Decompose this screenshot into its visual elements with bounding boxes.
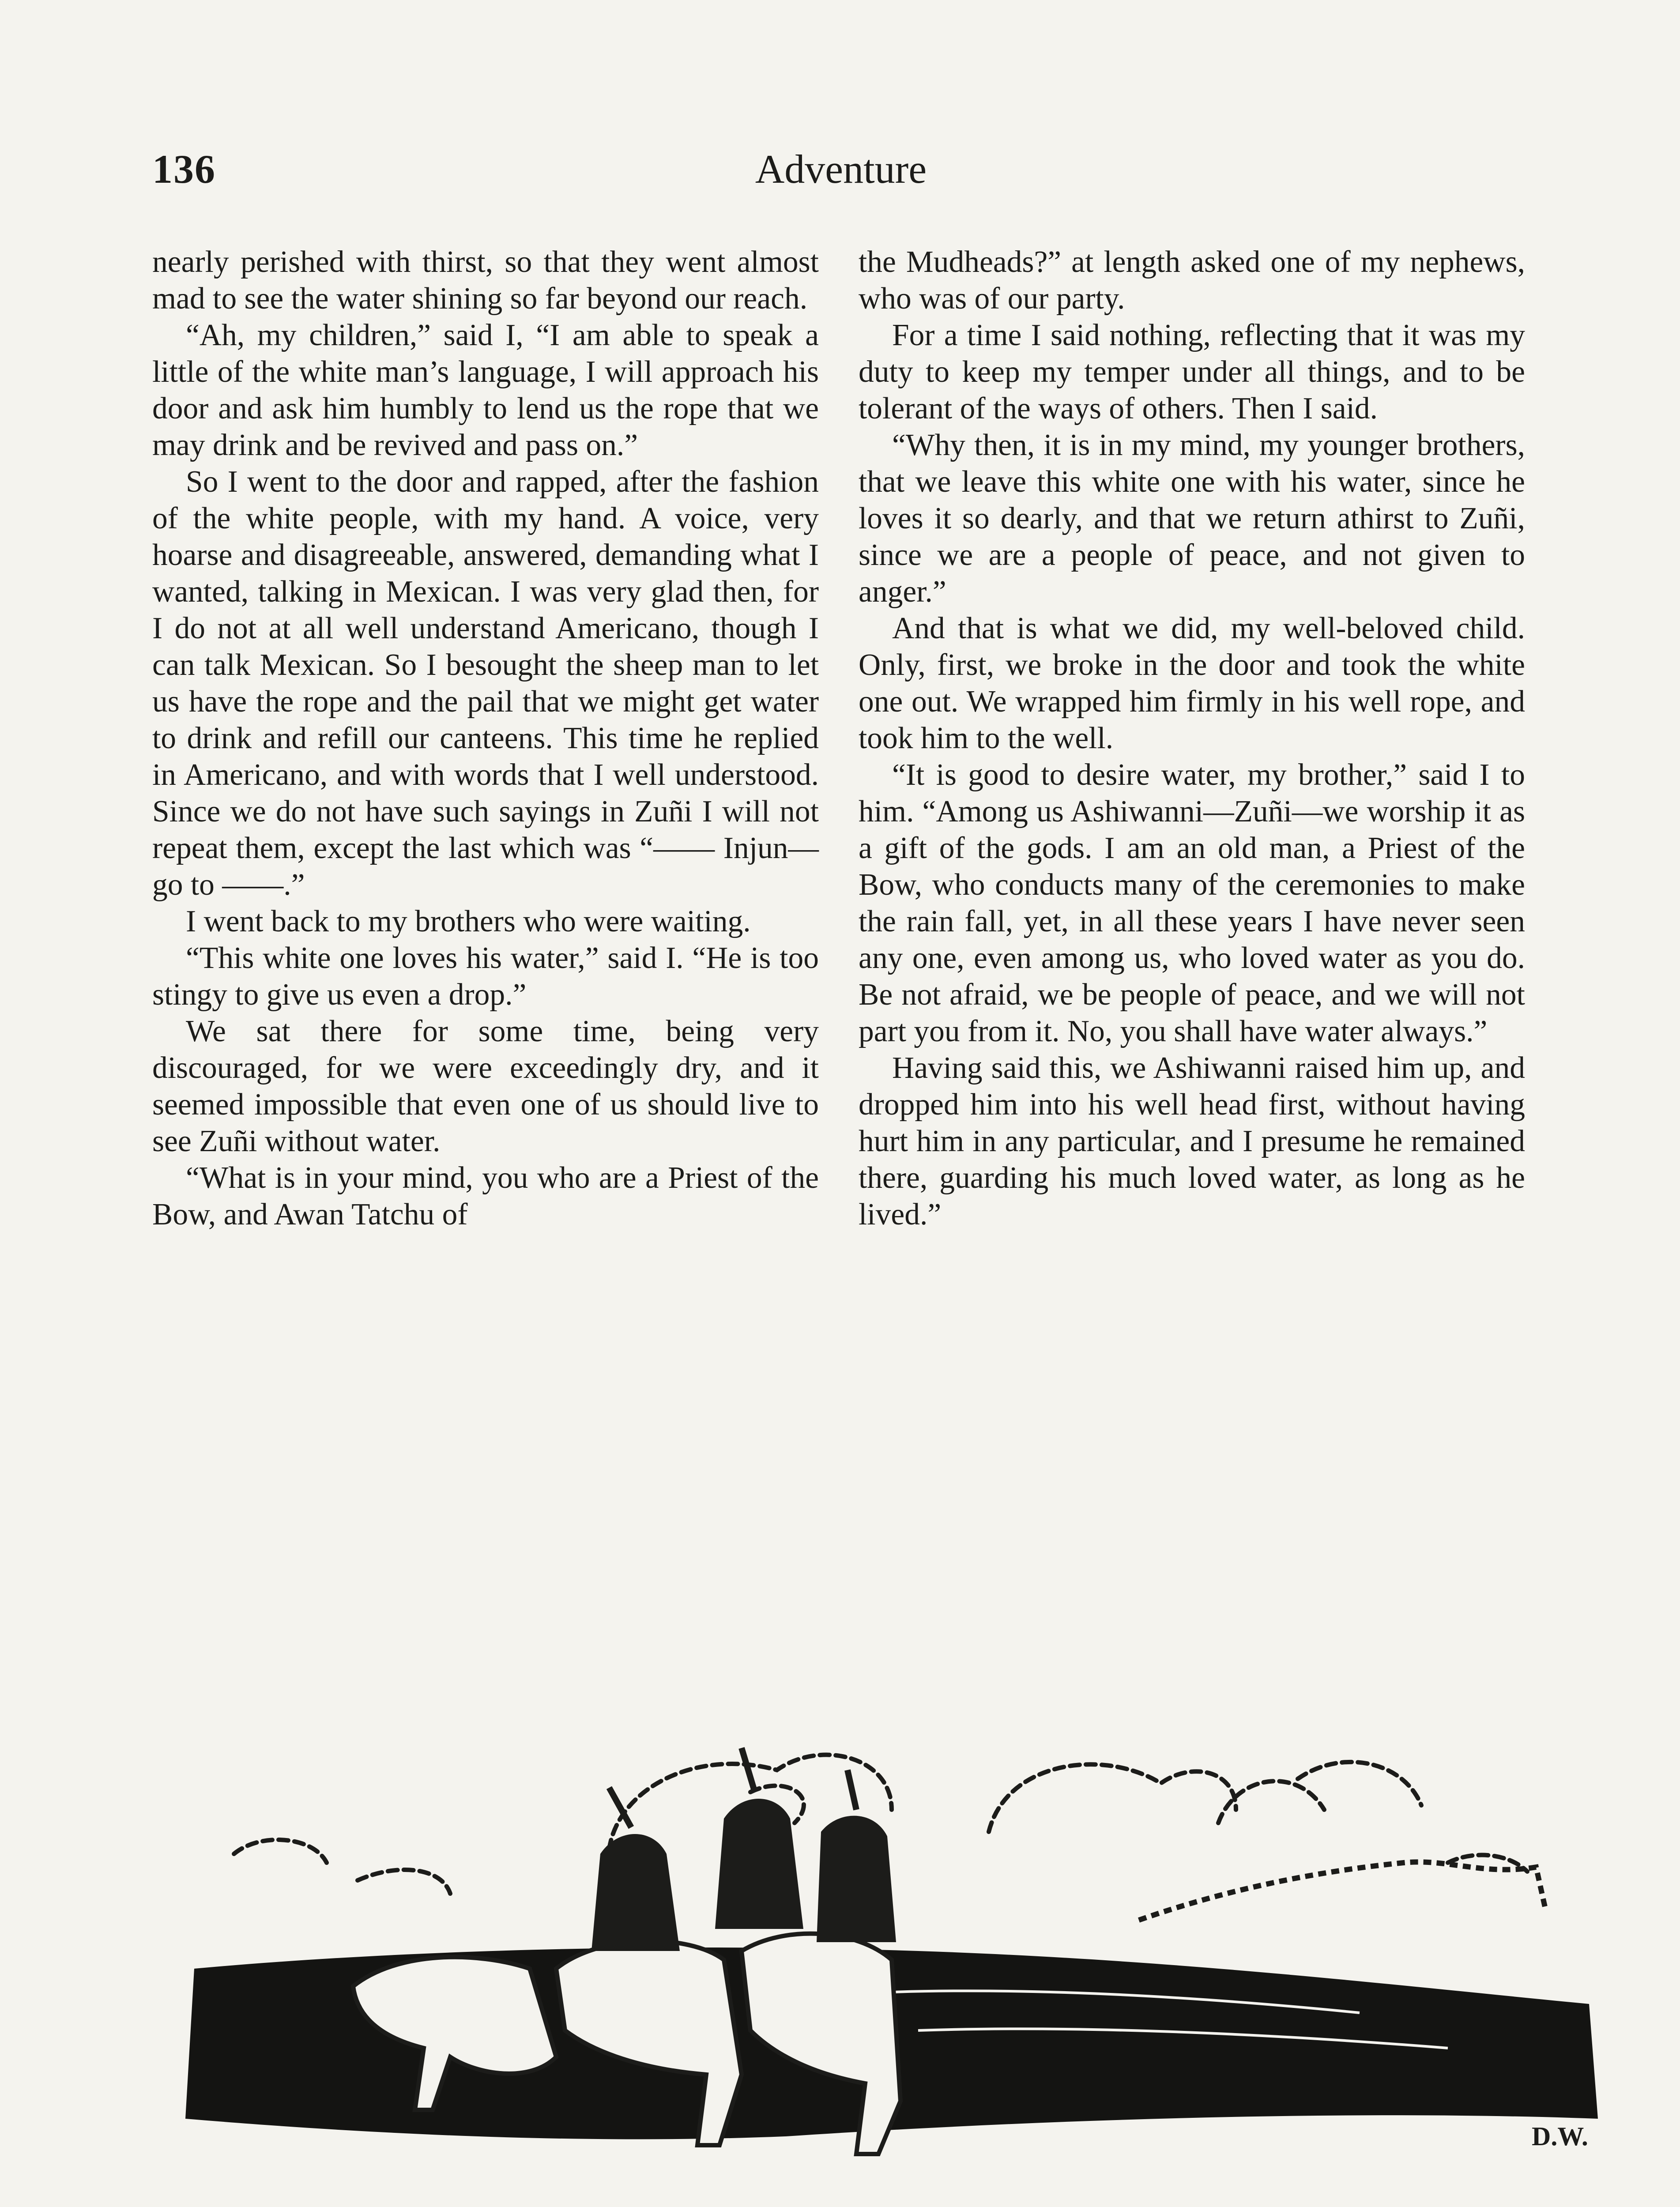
paragraph: We sat there for some time, being very discouraged, for we were exceedingly dry, and it seemed impossible that even one of us should live to see Zuñi without water. — [152, 1014, 819, 1158]
paragraph: “What is in your mind, you who are a Priest of the Bow, and Awan Tatchu of — [152, 1161, 819, 1232]
artist-signature: D.W. — [1532, 2122, 1588, 2151]
paragraph: And that is what we did, my well-beloved child. Only, first, we broke in the door and took the white one out. We wrapped him firmly in his well rope, and took him to the well. — [859, 611, 1525, 755]
riders-illustration — [168, 1721, 1607, 2207]
paragraph: “This white one loves his water,” said I. “He is too stingy to give us even a drop.” — [152, 941, 819, 1012]
page-number: 136 — [152, 147, 216, 192]
paragraph: “Ah, my children,” said I, “I am able to speak a little of the white man’s language, I will approach his door and ask him humbly to lend us the rope that we may drink and be revived and pass on.” — [152, 318, 819, 462]
mesa-outline — [1139, 1862, 1545, 1920]
page-header — [152, 146, 1529, 203]
right-column — [859, 244, 1525, 1233]
paragraph: So I went to the door and rapped, after the fashion of the white people, with my hand. A voice, very hoarse and disagreeable, answered, demanding what I wanted, talking in Mexican. I was very glad then, for I do not at all well understand Americano, though I can talk Mexican. So I besought the sheep man to let us have the rope and the pail that we might get water to drink and refill our canteens. This time he replied in Americano, and with words that I well understood. Since we do not have such sayings in Zuñi I will not repeat them, except the last which was “—— Injun—go to ——.” — [152, 465, 819, 902]
left-column — [152, 244, 819, 1233]
running-title: Adventure — [755, 147, 927, 192]
paragraph: “Why then, it is in my mind, my younger brothers, that we leave this white one with his water, since he loves it so dearly, and that we return athirst to Zuñi, since we are a people of peace, and not given to anger.” — [859, 428, 1525, 609]
paragraph: Having said this, we Ashiwanni raised him up, and dropped him into his well head first, without having hurt him in any particular, and I presume he remained there, guarding his much loved water, as long as he lived.” — [859, 1051, 1525, 1232]
paragraph: nearly perished with thirst, so that they went almost mad to see the water shining so far beyond our reach. — [152, 245, 819, 316]
paragraph: the Mudheads?” at length asked one of my nephews, who was of our party. — [859, 245, 1525, 316]
paragraph: For a time I said nothing, reflecting that it was my duty to keep my temper under all things, and to be tolerant of the ways of others. Then I said. — [859, 318, 1525, 426]
paragraph: I went back to my brothers who were waiting. — [186, 904, 751, 938]
paragraph: “It is good to desire water, my brother,” said I to him. “Among us Ashiwanni—Zuñi—we worship it as a gift of the gods. I am an old man, a Priest of the Bow, who conducts many of the ceremonies to make the rain fall, yet, in all these years I have never seen any one, even among us, who loved water as you do. Be not afraid, we be people of peace, and we will not part you from it. No, you shall have water always.” — [859, 758, 1525, 1048]
